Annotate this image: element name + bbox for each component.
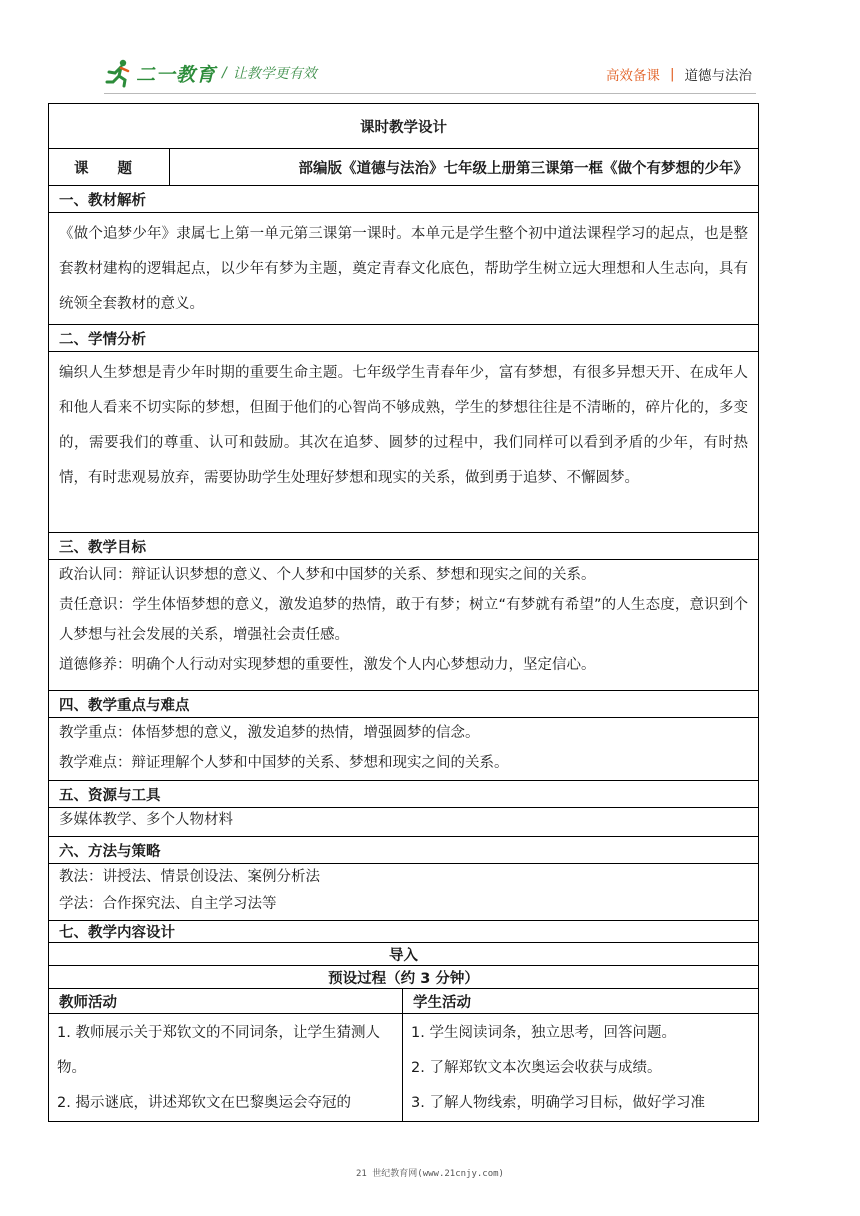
paragraph: 教学难点：辩证理解个人梦和中国梦的关系、梦想和现实之间的关系。	[59, 755, 509, 771]
paragraph: 学法：合作探究法、自主学习法等	[59, 896, 277, 912]
process-bar: 预设过程（约 3 分钟）	[49, 966, 759, 989]
logo	[104, 56, 317, 90]
paragraph: 政治认同：辩证认识梦想的意义、个人梦和中国梦的关系、梦想和现实之间的关系。	[59, 567, 596, 583]
section-heading: 三、教学目标	[49, 533, 759, 560]
section-body	[49, 808, 759, 837]
section-heading: 六、方法与策略	[49, 837, 759, 864]
paragraph: 教法：讲授法、情景创设法、案例分析法	[59, 869, 320, 885]
brand-slash: /	[222, 65, 227, 81]
page-footer: 21 世纪教育网(www.21cnjy.com)	[356, 1169, 504, 1179]
header-subject: 道德与法治	[684, 68, 752, 84]
student-activity-header: 学生活动	[403, 989, 759, 1014]
paragraph: 编织人生梦想是青少年时期的重要生命主题。七年级学生青春年少，富有梦想，有很多异想天开、在成年人和他人看来不切实际的梦想，但囿于他们的心智尚不够成熟，学生的梦想往往是不清晰的，碎片化的，多变的，需要我们的尊重、认可和鼓励。其次在追梦、圆梦的过程中，我们同样可以看到矛盾的少年，有时热情，有时悲观易放弃，需要协助学生处理好梦想和现实的关系，做到勇于追梦、不懈圆梦。	[59, 365, 748, 486]
header-tag: 高效备课	[605, 68, 660, 84]
topic-value: 部编版《道德与法治》七年级上册第三课第一框《做个有梦想的少年》	[170, 149, 759, 186]
section-body	[49, 352, 759, 533]
lead-in-bar: 导入	[49, 943, 759, 966]
section-body	[49, 213, 759, 325]
doc-title: 课时教学设计	[49, 104, 759, 149]
brand-slogan: 让教学更有效	[232, 66, 317, 82]
teacher-item: 1. 教师展示关于郑钦文的不同词条，让学生猜测人物。	[57, 1025, 380, 1076]
student-item: 1. 学生阅读词条，独立思考，回答问题。	[411, 1025, 676, 1041]
lesson-design-table	[48, 103, 759, 1122]
header-separator: |	[669, 66, 675, 82]
section-body	[49, 718, 759, 781]
page-header	[0, 0, 860, 95]
paragraph: 责任意识：学生体悟梦想的意义，激发追梦的热情，敢于有梦；树立“有梦就有希望”的人生态度，意识到个人梦想与社会发展的关系，增强社会责任感。	[59, 597, 748, 643]
paragraph: 多媒体教学、多个人物材料	[59, 812, 233, 828]
teacher-item: 2. 揭示谜底，讲述郑钦文在巴黎奥运会夺冠的	[57, 1095, 351, 1111]
student-item: 2. 了解郑钦文本次奥运会收获与成绩。	[411, 1060, 662, 1076]
section-heading: 五、资源与工具	[49, 781, 759, 808]
section-heading: 七、教学内容设计	[49, 921, 759, 943]
student-activity-cell	[403, 1014, 759, 1122]
topic-label: 课 题	[49, 149, 170, 186]
teacher-activity-cell	[49, 1014, 403, 1122]
section-body	[49, 864, 759, 921]
header-divider	[104, 93, 756, 94]
teacher-activity-header: 教师活动	[49, 989, 403, 1014]
runner-logo-icon	[104, 58, 134, 88]
header-right	[606, 64, 752, 84]
brand-name: 二一教育	[136, 63, 217, 86]
paragraph: 《做个追梦少年》隶属七上第一单元第三课第一课时。本单元是学生整个初中道法课程学习的起点，也是整套教材建构的逻辑起点，以少年有梦为主题，奠定青春文化底色，帮助学生树立远大理想和人生志向，具有统领全套教材的意义。	[59, 226, 748, 312]
paragraph: 道德修养：明确个人行动对实现梦想的重要性，激发个人内心梦想动力，坚定信心。	[59, 657, 596, 673]
section-body	[49, 560, 759, 691]
paragraph: 教学重点：体悟梦想的意义，激发追梦的热情，增强圆梦的信念。	[59, 725, 480, 741]
section-heading: 四、教学重点与难点	[49, 691, 759, 718]
student-item: 3. 了解人物线索，明确学习目标，做好学习准	[411, 1095, 705, 1111]
section-heading: 二、学情分析	[49, 325, 759, 352]
section-heading: 一、教材解析	[49, 186, 759, 213]
